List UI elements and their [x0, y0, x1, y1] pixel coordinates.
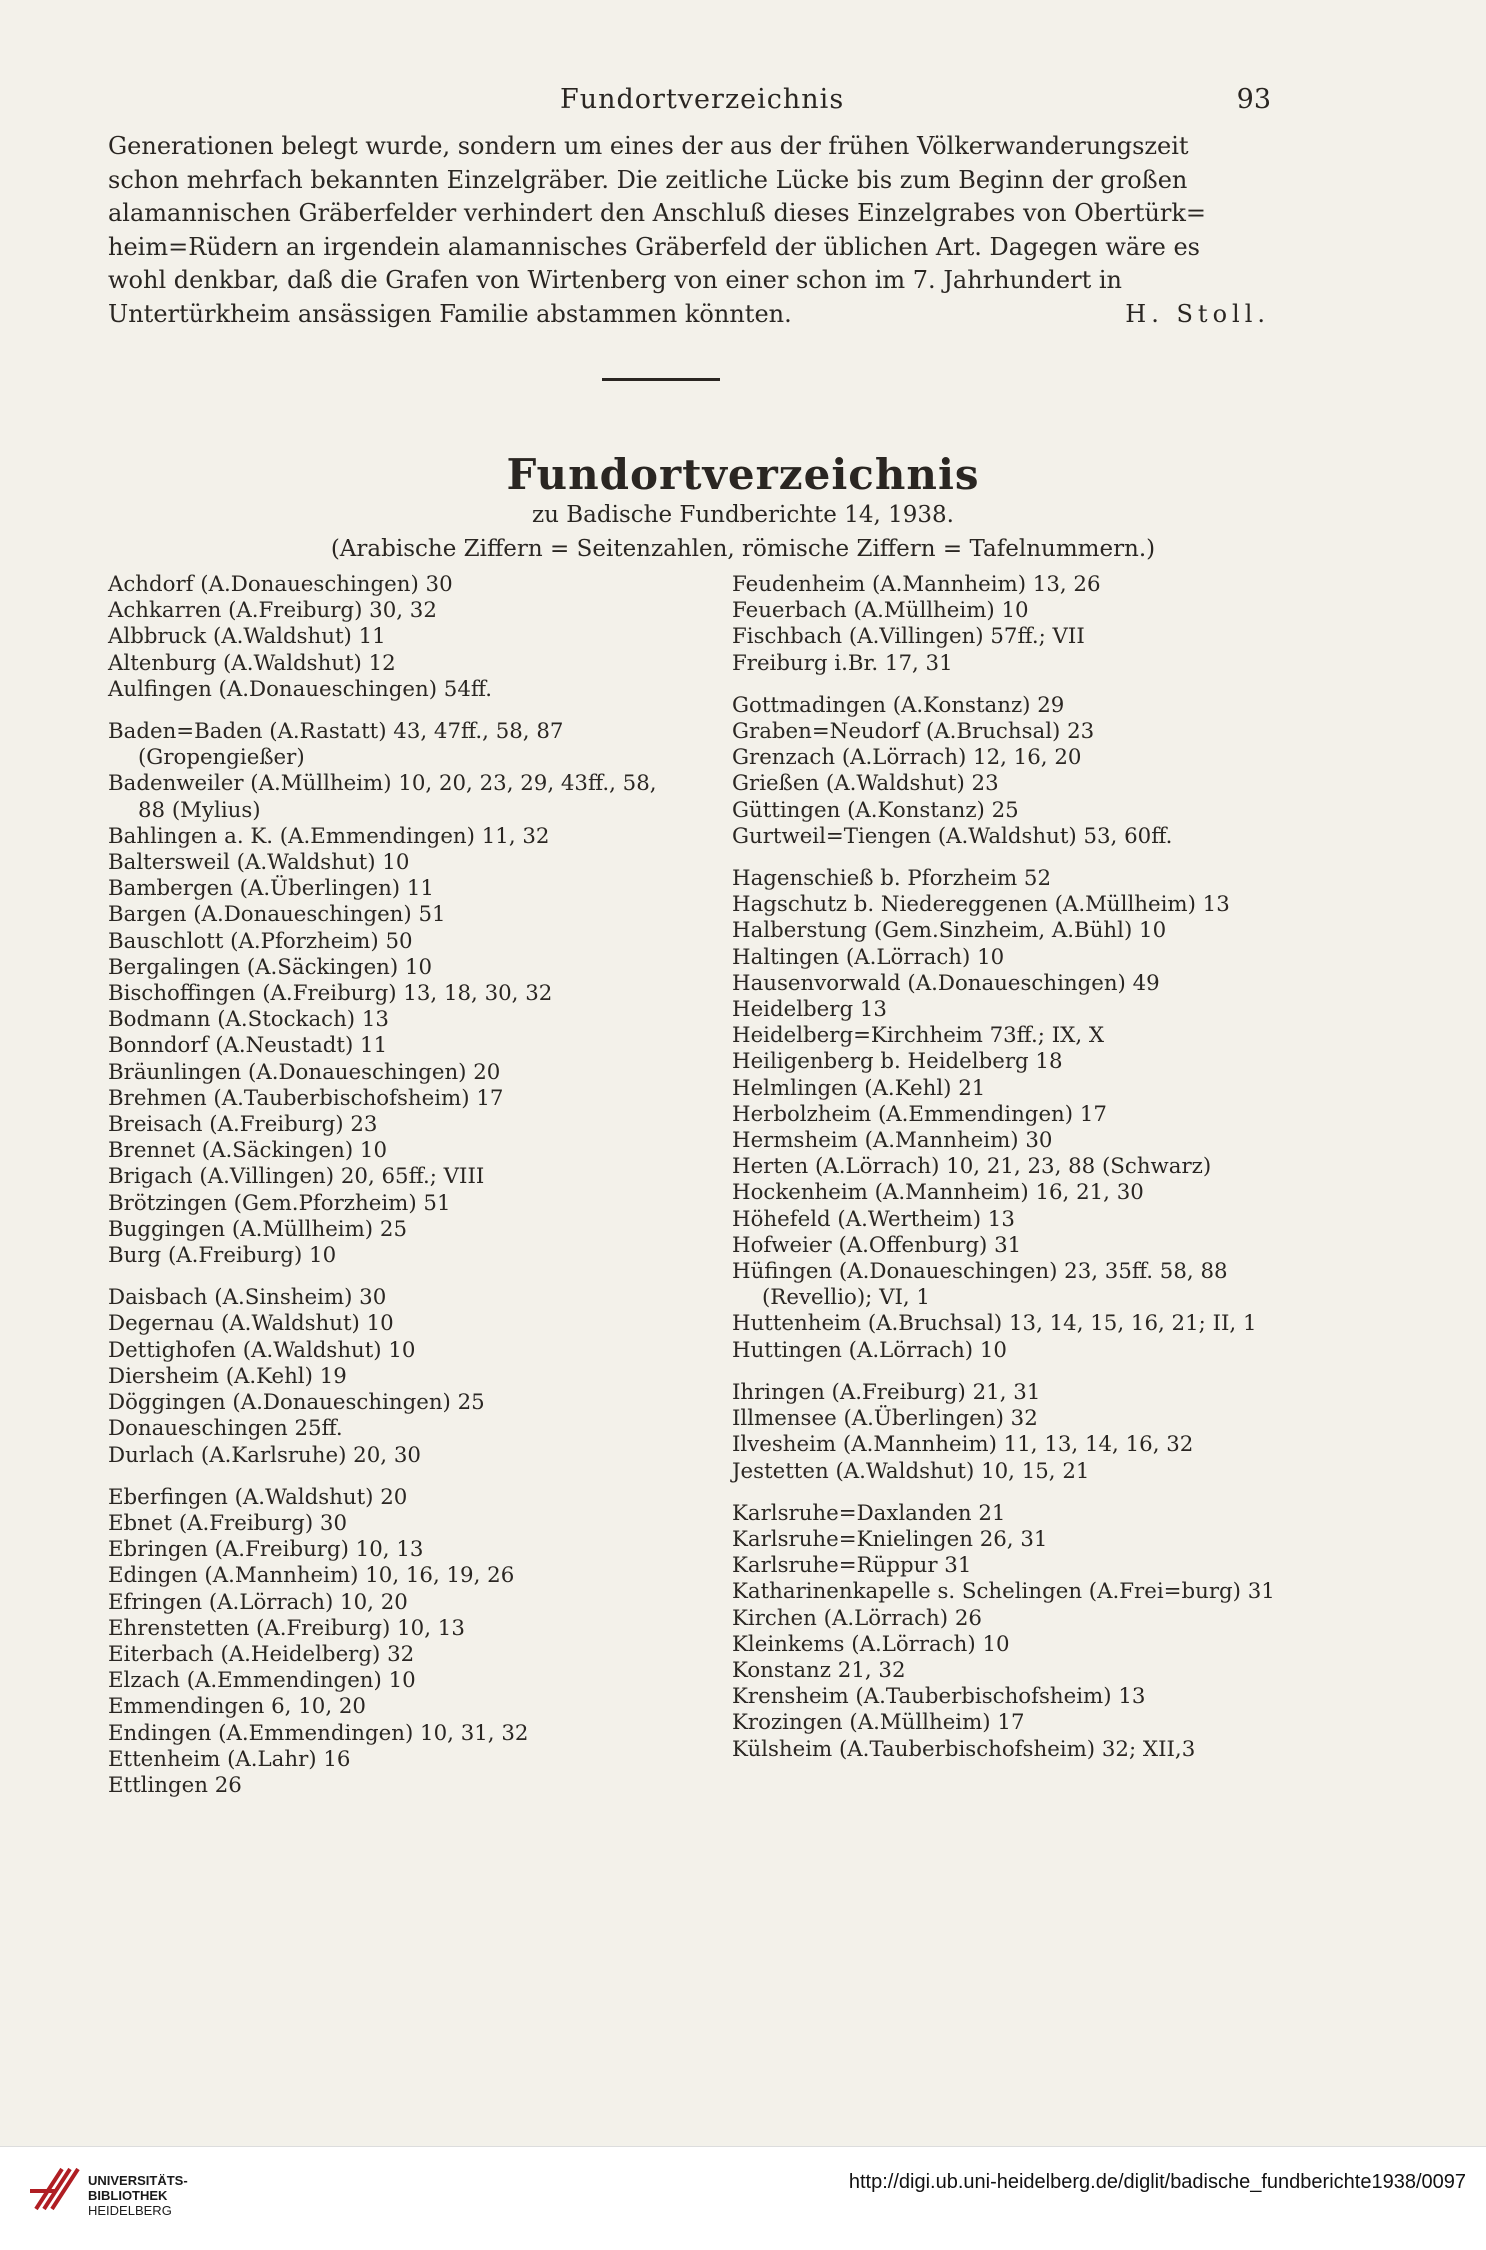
digitization-footer: [0, 2146, 1486, 2250]
index-entry: Bräunlingen (A.Donaueschingen) 20: [108, 1059, 501, 1085]
index-entry: Bonndorf (A.Neustadt) 11: [108, 1033, 388, 1059]
section-divider: [602, 378, 720, 381]
index-group-gap: [108, 1269, 673, 1285]
index-entry: Graben=Neudorf (A.Bruchsal) 23: [732, 719, 1095, 745]
index-column-right: [732, 572, 1292, 1763]
index-entry: Herten (A.Lörrach) 10, 21, 23, 88 (Schwarz): [732, 1154, 1212, 1180]
index-entry: Halberstung (Gem.Sinzheim, A.Bühl) 10: [732, 918, 1167, 944]
index-entry: Katharinenkapelle s. Schelingen (A.Frei=burg) 31: [732, 1579, 1275, 1605]
index-entry: Bambergen (A.Überlingen) 11: [108, 876, 434, 902]
index-entry: Konstanz 21, 32: [732, 1657, 906, 1683]
index-entry: Hagenschieß b. Pforzheim 52: [732, 866, 1052, 892]
index-entry: Ettlingen 26: [108, 1772, 242, 1798]
intro-line: Untertürkheim ansässigen Familie abstammen könnten.: [108, 299, 792, 328]
index-entry: Emmendingen 6, 10, 20: [108, 1694, 366, 1720]
index-entry: Badenweiler (A.Müllheim) 10, 20, 23, 29, 43ff., 58, 88 (Mylius): [108, 771, 657, 823]
index-entry: Fischbach (A.Villingen) 57ff.; VII: [732, 624, 1085, 650]
index-entry: Huttenheim (A.Bruchsal) 13, 14, 15, 16, 21; II, 1: [732, 1311, 1257, 1337]
index-entry: Baltersweil (A.Waldshut) 10: [108, 850, 410, 876]
index-entry: Diersheim (A.Kehl) 19: [108, 1363, 347, 1389]
index-entry: Gurtweil=Tiengen (A.Waldshut) 53, 60ff.: [732, 823, 1173, 849]
index-entry: Grenzach (A.Lörrach) 12, 16, 20: [732, 745, 1082, 771]
index-entry: Feuerbach (A.Müllheim) 10: [732, 598, 1029, 624]
index-entry: Efringen (A.Lörrach) 10, 20: [108, 1589, 408, 1615]
index-entry: Buggingen (A.Müllheim) 25: [108, 1216, 407, 1242]
index-entry: Dettighofen (A.Waldshut) 10: [108, 1337, 416, 1363]
library-name-line: HEIDELBERG: [88, 2203, 172, 2218]
index-entry: Eberfingen (A.Waldshut) 20: [108, 1484, 408, 1510]
index-entry: Karlsruhe=Knielingen 26, 31: [732, 1526, 1048, 1552]
source-url-link[interactable]: http://digi.ub.uni-heidelberg.de/diglit/badische_fundberichte1938/0097: [848, 2171, 1466, 2193]
page-number: 93: [1236, 84, 1271, 115]
index-entry: Brehmen (A.Tauberbischofsheim) 17: [108, 1085, 504, 1111]
index-entry: Herbolzheim (A.Emmendingen) 17: [732, 1101, 1107, 1127]
index-entry: Döggingen (A.Donaueschingen) 25: [108, 1390, 485, 1416]
index-entry: Brigach (A.Villingen) 20, 65ff.; VIII: [108, 1164, 485, 1190]
index-entry: Illmensee (A.Überlingen) 32: [732, 1406, 1038, 1432]
index-entry: Elzach (A.Emmendingen) 10: [108, 1668, 416, 1694]
index-group-gap: [732, 850, 1292, 866]
section-heading: Fundortverzeichnis: [506, 450, 980, 499]
index-entry: Daisbach (A.Sinsheim) 30: [108, 1285, 387, 1311]
index-entry: Feudenheim (A.Mannheim) 13, 26: [732, 572, 1101, 597]
index-entry: Heidelberg 13: [732, 997, 887, 1023]
index-entry: Heiligenberg b. Heidelberg 18: [732, 1049, 1063, 1075]
index-entry: Haltingen (A.Lörrach) 10: [732, 944, 1005, 970]
intro-line: Generationen belegt wurde, sondern um eines der aus der frühen Völkerwanderungszeit: [108, 132, 1189, 160]
author-signature: H. Stoll.: [1125, 299, 1270, 328]
numbering-legend: (Arabische Ziffern = Seitenzahlen, römische Ziffern = Tafelnummern.): [330, 536, 1156, 562]
index-group-gap: [732, 1485, 1292, 1501]
index-entry: Ebringen (A.Freiburg) 10, 13: [108, 1537, 424, 1563]
index-entry: Brötzingen (Gem.Pforzheim) 51: [108, 1190, 451, 1216]
index-entry: Achdorf (A.Donaueschingen) 30: [108, 572, 453, 597]
index-entry: Ihringen (A.Freiburg) 21, 31: [732, 1379, 1041, 1405]
index-group-gap: [732, 1364, 1292, 1380]
index-entry: Eiterbach (A.Heidelberg) 32: [108, 1641, 415, 1667]
library-name: [88, 2173, 188, 2218]
index-entry: Ebnet (A.Freiburg) 30: [108, 1510, 347, 1536]
index-entry: Bodmann (A.Stockach) 13: [108, 1007, 389, 1033]
intro-line: wohl denkbar, daß die Grafen von Wirtenberg von einer schon im 7. Jahrhundert in: [108, 266, 1122, 294]
intro-line: heim=Rüdern an irgendein alamannisches Gräberfeld der üblichen Art. Dagegen wäre es: [108, 232, 1200, 261]
index-entry: Donaueschingen 25ff.: [108, 1416, 343, 1442]
index-entry: Degernau (A.Waldshut) 10: [108, 1311, 394, 1337]
index-entry: Höhefeld (A.Wertheim) 13: [732, 1206, 1015, 1232]
index-entry: Hüfingen (A.Donaueschingen) 23, 35ff. 58, 88 (Revellio); VI, 1: [732, 1259, 1228, 1311]
index-entry: Ilvesheim (A.Mannheim) 11, 13, 14, 16, 32: [732, 1432, 1194, 1458]
index-entry: Albbruck (A.Waldshut) 11: [108, 624, 386, 650]
library-name-line: UNIVERSITÄTS-: [88, 2173, 188, 2188]
index-entry: Edingen (A.Mannheim) 10, 16, 19, 26: [108, 1563, 515, 1589]
index-entry: Huttingen (A.Lörrach) 10: [732, 1337, 1007, 1363]
index-entry: Burg (A.Freiburg) 10: [108, 1243, 337, 1269]
index-entry: Gottmadingen (A.Konstanz) 29: [732, 692, 1065, 718]
index-entry: Karlsruhe=Daxlanden 21: [732, 1500, 1006, 1526]
index-entry: Ehrenstetten (A.Freiburg) 10, 13: [108, 1615, 465, 1641]
index-entry: Ettenheim (A.Lahr) 16: [108, 1746, 351, 1772]
index-entry: Aulfingen (A.Donaueschingen) 54ff.: [108, 676, 493, 702]
index-group-gap: [108, 1469, 673, 1485]
index-entry: Breisach (A.Freiburg) 23: [108, 1112, 378, 1138]
index-entry: Karlsruhe=Rüppur 31: [732, 1553, 972, 1579]
library-name-line: BIBLIOTHEK: [88, 2188, 168, 2203]
index-entry: Grießen (A.Waldshut) 23: [732, 771, 999, 797]
index-entry: Altenburg (A.Waldshut) 12: [108, 650, 396, 676]
index-group-gap: [108, 703, 673, 719]
index-entry: Achkarren (A.Freiburg) 30, 32: [108, 598, 437, 624]
index-entry: Bergalingen (A.Säckingen) 10: [108, 954, 433, 980]
intro-last-line: [108, 298, 1276, 332]
index-entry: Bargen (A.Donaueschingen) 51: [108, 902, 446, 928]
index-entry: Bischoffingen (A.Freiburg) 13, 18, 30, 32: [108, 981, 553, 1007]
index-entry: Bauschlott (A.Pforzheim) 50: [108, 928, 413, 954]
index-entry: Jestetten (A.Waldshut) 10, 15, 21: [732, 1458, 1090, 1484]
index-entry: Hockenheim (A.Mannheim) 16, 21, 30: [732, 1180, 1144, 1206]
running-head: [0, 78, 1486, 128]
index-entry: Heidelberg=Kirchheim 73ff.; IX, X: [732, 1023, 1105, 1049]
index-entry: Endingen (A.Emmendingen) 10, 31, 32: [108, 1720, 529, 1746]
running-head-title: Fundortverzeichnis: [560, 84, 845, 115]
section-subheading: zu Badische Fundberichte 14, 1938.: [532, 502, 954, 528]
index-entry: Brennet (A.Säckingen) 10: [108, 1138, 388, 1164]
index-column-left: [108, 572, 673, 1799]
library-logo-icon: [26, 2161, 80, 2215]
index-entry: Kleinkems (A.Lörrach) 10: [732, 1631, 1010, 1657]
index-entry: Hofweier (A.Offenburg) 31: [732, 1232, 1022, 1258]
index-group-gap: [732, 677, 1292, 693]
index-entry: Bahlingen a. K. (A.Emmendingen) 11, 32: [108, 823, 550, 849]
index-entry: Helmlingen (A.Kehl) 21: [732, 1075, 986, 1101]
index-entry: Durlach (A.Karlsruhe) 20, 30: [108, 1442, 421, 1468]
index-entry: Hermsheim (A.Mannheim) 30: [732, 1128, 1053, 1154]
index-entry: Kirchen (A.Lörrach) 26: [732, 1605, 982, 1631]
intro-line: alamannischen Gräberfelder verhindert den Anschluß dieses Einzelgrabes von Obertürk=: [108, 199, 1207, 227]
intro-paragraph: [108, 130, 1276, 331]
intro-line: schon mehrfach bekannten Einzelgräber. Die zeitliche Lücke bis zum Beginn der großen: [108, 165, 1188, 194]
index-entry: Krozingen (A.Müllheim) 17: [732, 1710, 1025, 1736]
index-entry: Güttingen (A.Konstanz) 25: [732, 797, 1019, 823]
index-entry: Freiburg i.Br. 17, 31: [732, 650, 953, 676]
index-entry: Külsheim (A.Tauberbischofsheim) 32; XII,3: [732, 1736, 1196, 1762]
index-entry: Baden=Baden (A.Rastatt) 43, 47ff., 58, 87 (Gropengießer): [108, 719, 564, 771]
index-entry: Hausenvorwald (A.Donaueschingen) 49: [732, 970, 1160, 996]
index-entry: Krensheim (A.Tauberbischofsheim) 13: [732, 1684, 1146, 1710]
index-entry: Hagschutz b. Niedereggenen (A.Müllheim) 13: [732, 892, 1230, 918]
